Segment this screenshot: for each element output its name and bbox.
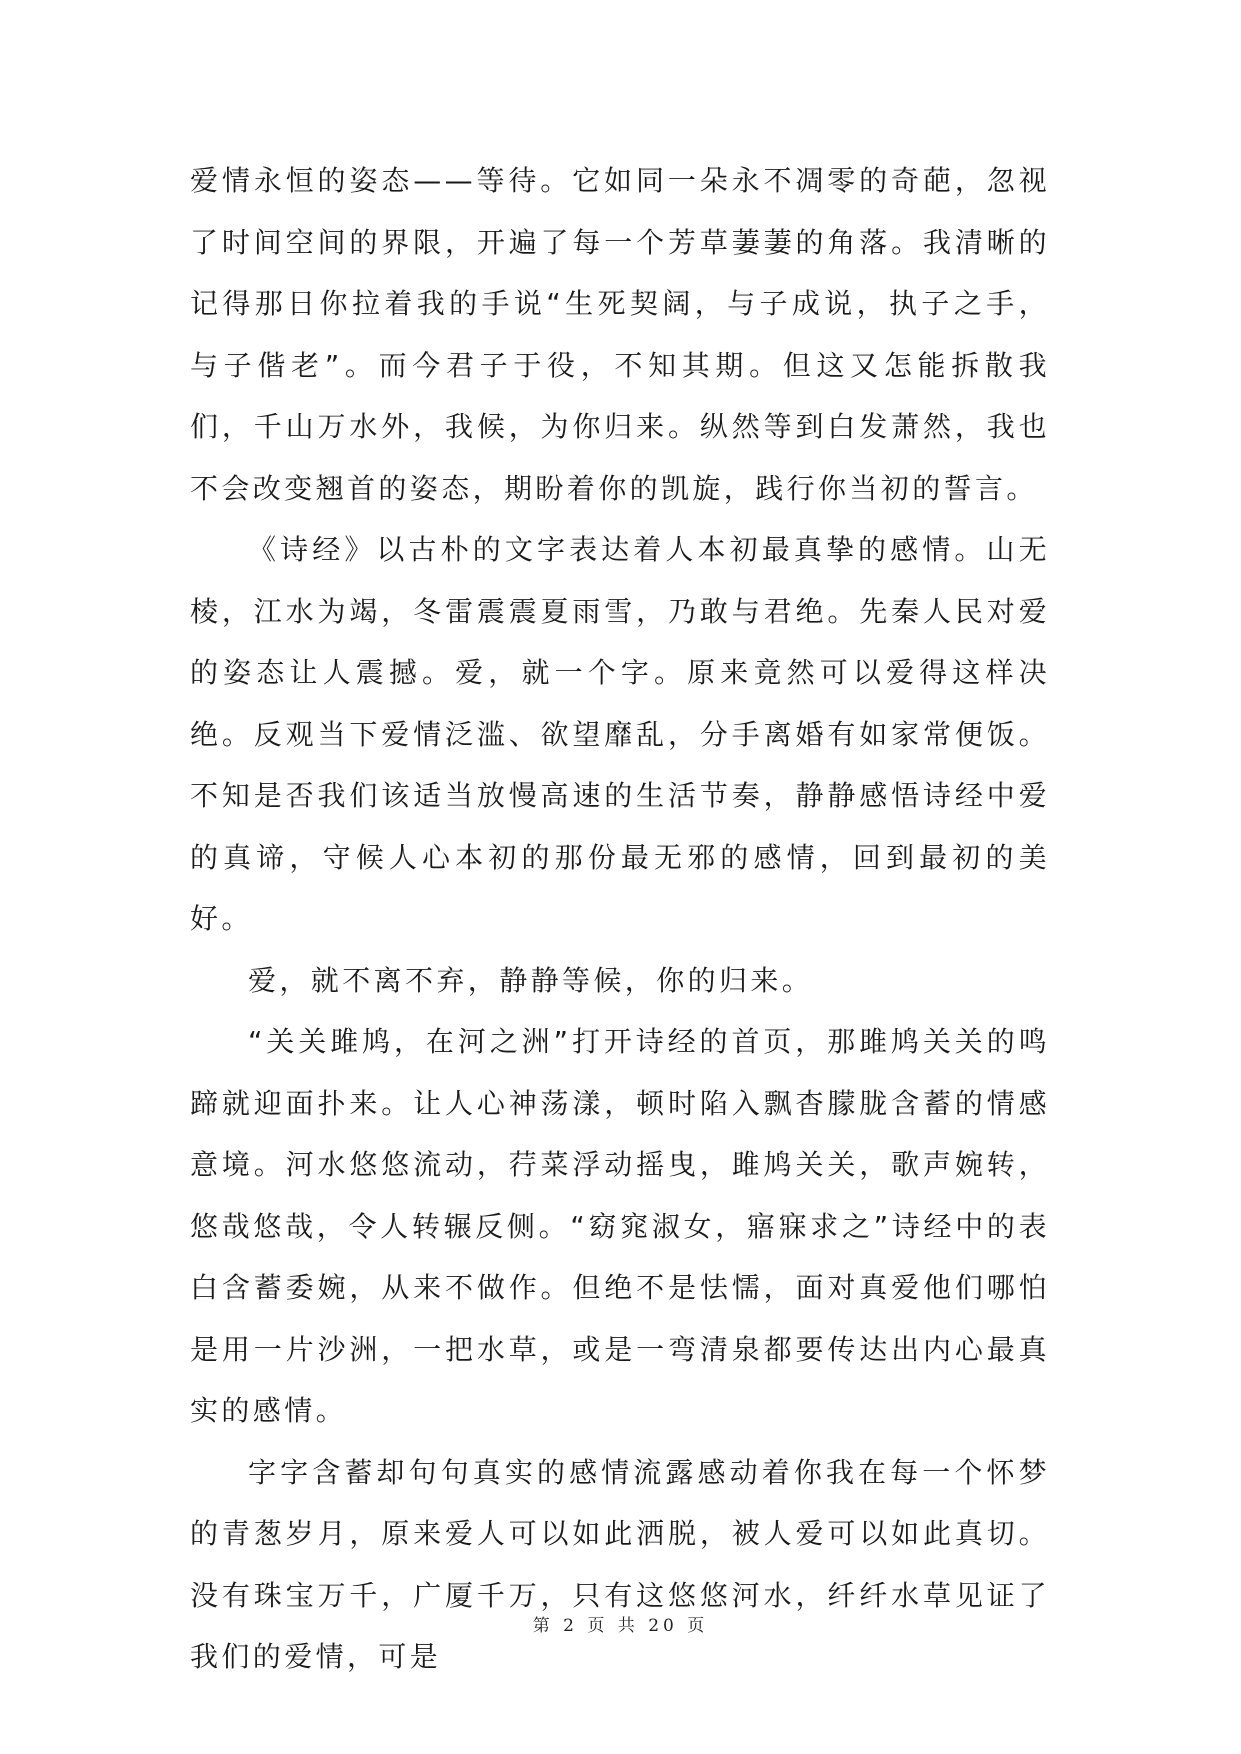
paragraph-1: 爱情永恒的姿态——等待。它如同一朵永不凋零的奇葩，忽视了时间空间的界限，开遍了每一个芳草萋萋的角落。我清晰的记得那日你拉着我的手说“生死契阔，与子成说，执子之手，与子偕老”。而今君子于役，不知其期。但这又怎能拆散我们，千山万水外，我候，为你归来。纵然等到白发萧然，我也不会改变翘首的姿态，期盼着你的凯旋，践行你当初的誓言。 [190,164,1050,505]
page-footer: 第 2 页 共 20 页 [532,1616,709,1636]
paragraph-4: “关关雎鸠，在河之洲”打开诗经的首页，那雎鸠关关的鸣蹄就迎面扑来。让人心神荡漾，顿时陷入飘杳朦胧含蓄的情感意境。河水悠悠流动，荇菜浮动摇曳，雎鸠关关，歌声婉转，悠哉悠哉，令人转辗反侧。“窈窕淑女，寤寐求之”诗经中的表白含蓄委婉，从来不做作。但绝不是怯懦，面对真爱他们哪怕是用一片沙洲，一把水草，或是一弯清泉都要传达出内心最真实的感情。 [190,1025,1050,1427]
paragraph-3: 爱，就不离不弃，静静等候，你的归来。 [248,963,814,997]
paragraph-2: 《诗经》以古朴的文字表达着人本初最真挚的感情。山无棱，江水为竭，冬雷震震夏雨雪，乃敢与君绝。先秦人民对爱的姿态让人震撼。爱，就一个字。原来竟然可以爱得这样决绝。反观当下爱情泛滥、欲望靡乱，分手离婚有如家常便饭。不知是否我们该适当放慢高速的生活节奏，静静感悟诗经中爱的真谛，守候人心本初的那份最无邪的感情，回到最初的美好。 [190,533,1050,935]
paragraph-5: 字字含蓄却句句真实的感情流露感动着你我在每一个怀梦的青葱岁月，原来爱人可以如此洒脱，被人爱可以如此真切。没有珠宝万千，广厦千万，只有这悠悠河水，纤纤水草见证了我们的爱情，可是 [190,1455,1050,1673]
document-body [190,150,1050,1688]
